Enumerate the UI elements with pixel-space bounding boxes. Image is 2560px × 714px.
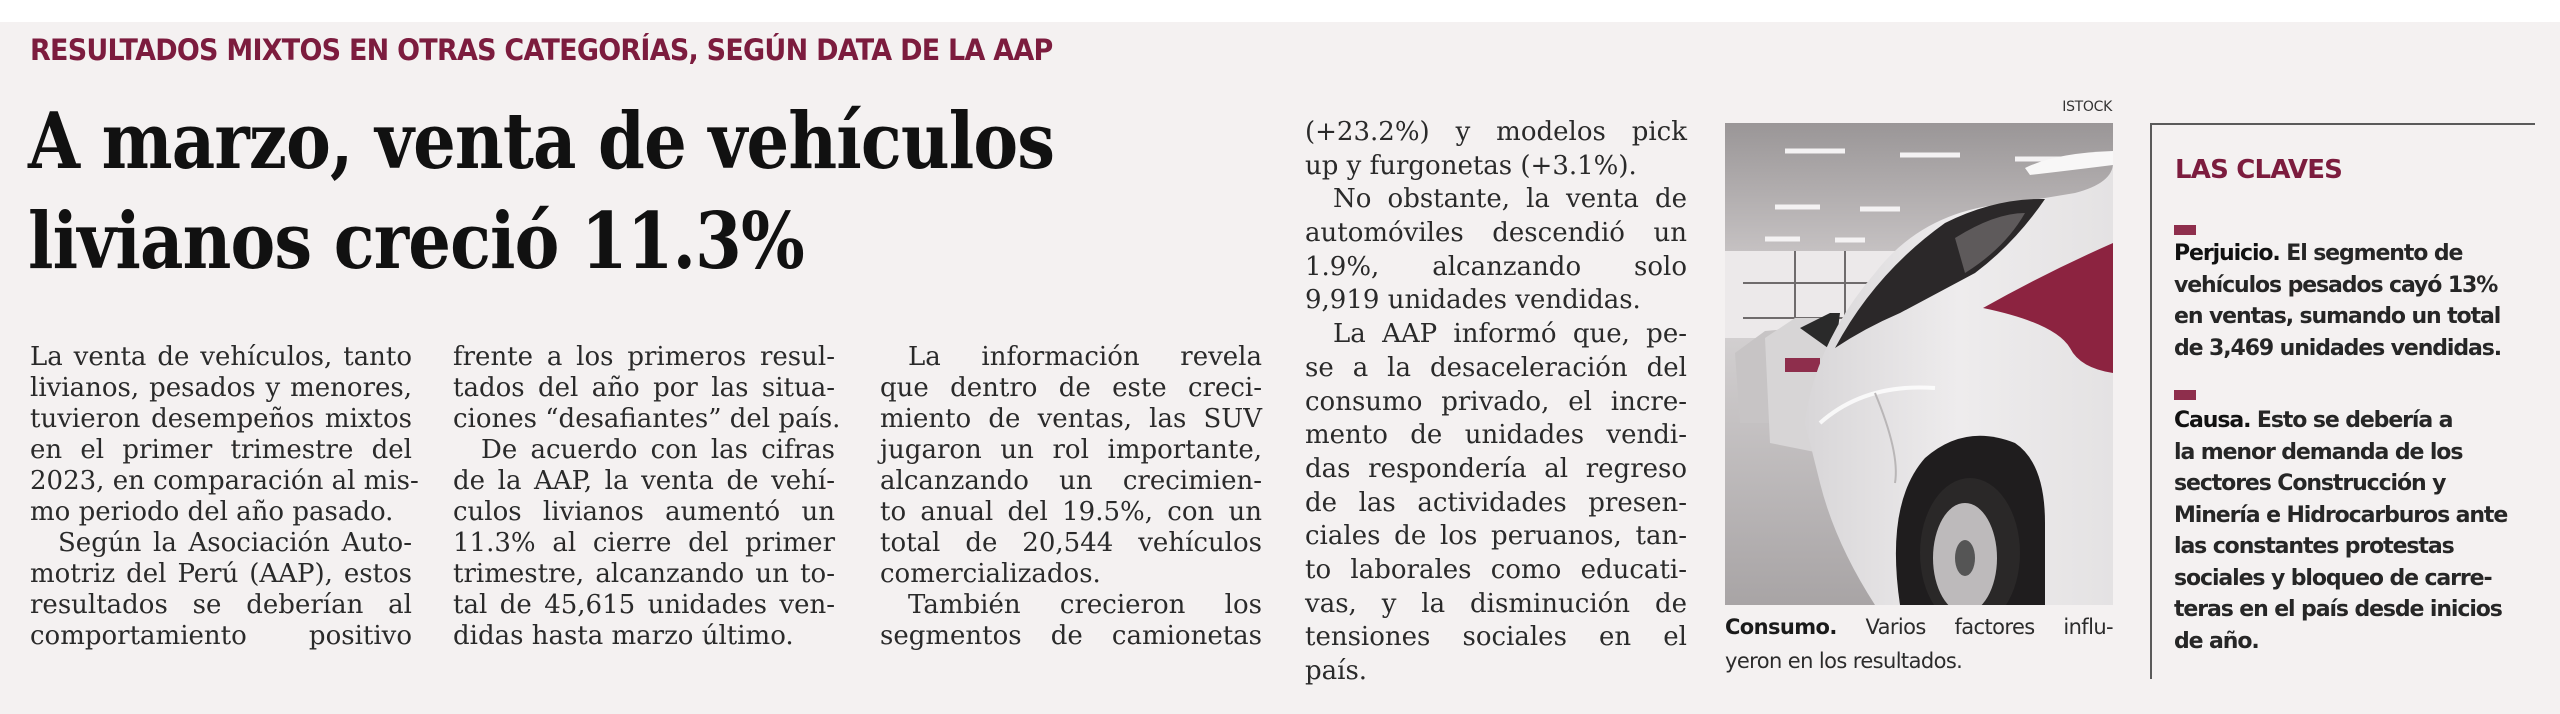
- sidebar-item-perjuicio: [2174, 238, 2534, 364]
- claim-line: la menor demanda de los: [2174, 439, 2463, 465]
- body-line: miento de ventas, las SUV: [880, 404, 1262, 434]
- caption-line-2: yeron en los resultados.: [1725, 649, 1963, 673]
- body-line: tal de 45,615 unidades ven-: [453, 590, 835, 620]
- body-line: comercializados.: [880, 559, 1101, 589]
- body-line: ciales de los peruanos, tan-: [1305, 521, 1687, 552]
- claim-line: en ventas, sumando un total: [2174, 304, 2501, 329]
- claim-line: teras en el país desde inicios: [2174, 597, 2502, 622]
- body-line: trimestre, alcanzando un to-: [453, 559, 835, 589]
- headline-line-2: livianos creció 11.3%: [28, 196, 804, 287]
- body-line: vas, y la disminución de: [1305, 588, 1687, 619]
- body-line: total de 20,544 vehículos: [880, 528, 1262, 558]
- body-line: to laborales como educati-: [1305, 554, 1687, 585]
- claim-lead: Perjuicio.: [2174, 241, 2280, 266]
- body-column-1: [30, 342, 419, 652]
- body-line: También crecieron los: [908, 590, 1262, 620]
- body-line: 11.3% al cierre del primer: [453, 528, 835, 558]
- body-line: segmentos de camionetas: [880, 621, 1262, 651]
- body-line: didas hasta marzo último.: [453, 621, 794, 651]
- body-line: das respondería al regreso: [1305, 453, 1687, 484]
- body-line: mo periodo del año pasado.: [30, 497, 394, 527]
- body-column-2: [453, 342, 841, 652]
- body-line: livianos, pesados y menores,: [30, 373, 412, 403]
- body-line: se a la desaceleración del: [1305, 352, 1687, 383]
- sidebar-item-causa: [2174, 405, 2534, 657]
- article-kicker: RESULTADOS MIXTOS EN OTRAS CATEGORÍAS, SEGÚN DATA DE LA AAP: [30, 33, 1053, 67]
- headline-line-1: A marzo, venta de vehículos: [28, 96, 1055, 187]
- claim-line: sociales y bloqueo de carre-: [2174, 565, 2492, 591]
- claim-line: de año.: [2174, 628, 2259, 654]
- caption-text: Varios factores influ-: [1865, 615, 2114, 639]
- article-headline: [28, 92, 1054, 292]
- claim-line: Minería e Hidrocarburos ante: [2174, 502, 2508, 528]
- photo-credit: ISTOCK: [2062, 99, 2112, 115]
- body-line: tados del año por las situa-: [453, 373, 835, 403]
- body-line: frente a los primeros resul-: [453, 342, 835, 372]
- body-line: De acuerdo con las cifras: [481, 435, 835, 465]
- claim-line: sectores Construcción y: [2174, 471, 2446, 496]
- claim-text: Esto se debería a: [2250, 408, 2453, 433]
- body-line: país.: [1305, 656, 1368, 686]
- body-line: culos livianos aumentó un: [453, 497, 835, 527]
- body-line: to anual del 19.5%, con un: [880, 497, 1262, 527]
- body-line: tuvieron desempeños mixtos: [30, 404, 412, 434]
- claim-lead: Causa.: [2174, 408, 2251, 433]
- body-line: (+23.2%) y modelos pick: [1305, 117, 1687, 147]
- body-line: up y furgonetas (+3.1%).: [1305, 150, 1637, 181]
- claim-line: vehículos pesados cayó 13%: [2174, 272, 2498, 298]
- car-photo-illustration: [1725, 123, 2113, 605]
- body-line: comportamiento positivo: [30, 621, 412, 651]
- claim-text: El segmento de: [2279, 241, 2463, 266]
- body-line: ciones “desafiantes” del país.: [453, 404, 841, 434]
- body-line: alcanzando un crecimien-: [880, 466, 1262, 496]
- claim-line: de 3,469 unidades vendidas.: [2174, 335, 2502, 361]
- body-column-3: [880, 342, 1262, 652]
- car-dealership-photo: [1725, 123, 2113, 605]
- body-line: resultados se deberían al: [30, 590, 412, 620]
- claim-line: [2174, 238, 2534, 270]
- body-line: 1.9%, alcanzando solo: [1305, 251, 1687, 282]
- body-line: de la AAP, la venta de vehí-: [453, 466, 835, 496]
- body-line: Según la Asociación Auto-: [58, 528, 412, 558]
- body-line: La venta de vehículos, tanto: [30, 342, 412, 372]
- body-line: jugaron un rol importante,: [880, 435, 1262, 465]
- body-line: automóviles descendió un: [1305, 218, 1687, 249]
- body-line: en el primer trimestre del: [30, 435, 412, 465]
- caption-line-1: [1725, 610, 2113, 644]
- body-line: La información revela: [908, 342, 1262, 372]
- las-claves-sidebar: [2150, 123, 2535, 679]
- caption-lead: Consumo.: [1725, 615, 1837, 639]
- body-line: La AAP informó que, pe-: [1333, 319, 1687, 350]
- body-column-4: [1305, 116, 1687, 689]
- body-line: motriz del Perú (AAP), estos: [30, 559, 412, 589]
- body-line: que dentro de este creci-: [880, 373, 1262, 403]
- body-line: mento de unidades vendi-: [1305, 420, 1687, 451]
- body-line: 9,919 unidades vendidas.: [1305, 285, 1641, 316]
- bullet-square-icon: [2174, 225, 2196, 235]
- photo-caption: [1725, 610, 2113, 678]
- body-line: tensiones sociales en el: [1305, 622, 1687, 653]
- claim-line: las constantes protestas: [2174, 534, 2454, 559]
- body-line: No obstante, la venta de: [1333, 184, 1687, 215]
- body-line: 2023, en comparación al mis-: [30, 466, 419, 496]
- claim-line: [2174, 405, 2534, 437]
- bullet-square-icon: [2174, 390, 2196, 400]
- sidebar-title: LAS CLAVES: [2175, 155, 2343, 185]
- body-line: de las actividades presen-: [1305, 487, 1687, 518]
- body-line: consumo privado, el incre-: [1305, 386, 1687, 417]
